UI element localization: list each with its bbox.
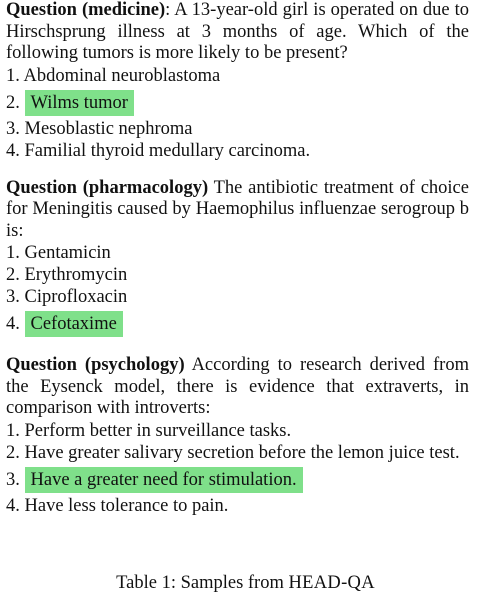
correct-answer-highlight: Cefotaxime — [25, 311, 123, 337]
answer-option-correct — [6, 466, 469, 494]
question-text — [6, 0, 469, 65]
answer-option — [6, 118, 469, 140]
answer-option-correct — [6, 310, 469, 338]
option-text: Ciprofloxacin — [24, 287, 128, 307]
option-number: 2. — [6, 92, 20, 113]
question-body: The antibiotic treatment of choice for Meningitis caused by Haemophilus influenzae serogroup b is: — [6, 177, 469, 241]
question-category: Question (psychology) — [6, 355, 185, 375]
question-text — [6, 178, 469, 243]
answer-option — [6, 264, 469, 286]
question-block-medicine — [6, 0, 469, 162]
question-category: Question (medicine) — [6, 0, 166, 20]
option-text: Familial thyroid medullary carcinoma. — [24, 140, 311, 161]
answer-option — [6, 442, 469, 464]
question-block-psychology — [6, 355, 469, 517]
option-number: 1. — [6, 243, 20, 263]
option-number: 1. — [6, 420, 20, 441]
option-number: 4. — [6, 495, 20, 516]
option-text: Perform better in surveillance tasks. — [24, 420, 292, 441]
option-text: Abdominal neuroblastoma — [23, 65, 221, 86]
option-number: 4. — [6, 140, 20, 161]
correct-answer-highlight: Have a greater need for stimulation. — [25, 467, 303, 493]
answer-option — [6, 495, 469, 517]
option-text: Have greater salivary secretion before the lemon juice test. — [24, 442, 460, 463]
option-number: 1. — [6, 65, 20, 86]
caption-dataset-name: HEAD-QA — [288, 573, 375, 593]
answer-option — [6, 242, 469, 264]
question-block-pharmacology — [6, 178, 469, 339]
option-number: 2. — [6, 442, 20, 463]
table-content — [6, 0, 469, 517]
table-caption — [0, 572, 491, 594]
answer-option — [6, 420, 469, 442]
answer-option — [6, 65, 469, 87]
caption-prefix: Table 1: Samples from — [116, 573, 289, 593]
option-number: 3. — [6, 118, 20, 139]
option-text: Erythromycin — [24, 265, 128, 285]
answer-option — [6, 286, 469, 308]
option-number: 4. — [6, 314, 20, 334]
answer-option-correct — [6, 89, 469, 117]
option-text: Gentamicin — [24, 243, 111, 263]
question-text — [6, 355, 469, 420]
option-number: 2. — [6, 265, 20, 285]
answer-option — [6, 140, 469, 162]
option-text: Have less tolerance to pain. — [24, 495, 229, 516]
correct-answer-highlight: Wilms tumor — [25, 90, 134, 116]
question-body: According to research derived from the Eysenck model, there is evidence that extraverts, in comparison with introverts: — [6, 355, 469, 418]
option-number: 3. — [6, 287, 20, 307]
question-body: : A 13-year-old girl is operated on due to Hirschsprung illness at 3 months of age. Which of the following tumors is more likely to be present? — [6, 0, 469, 63]
option-text: Mesoblastic nephroma — [24, 118, 193, 139]
question-category: Question (pharmacology) — [6, 177, 209, 198]
option-number: 3. — [6, 469, 20, 490]
